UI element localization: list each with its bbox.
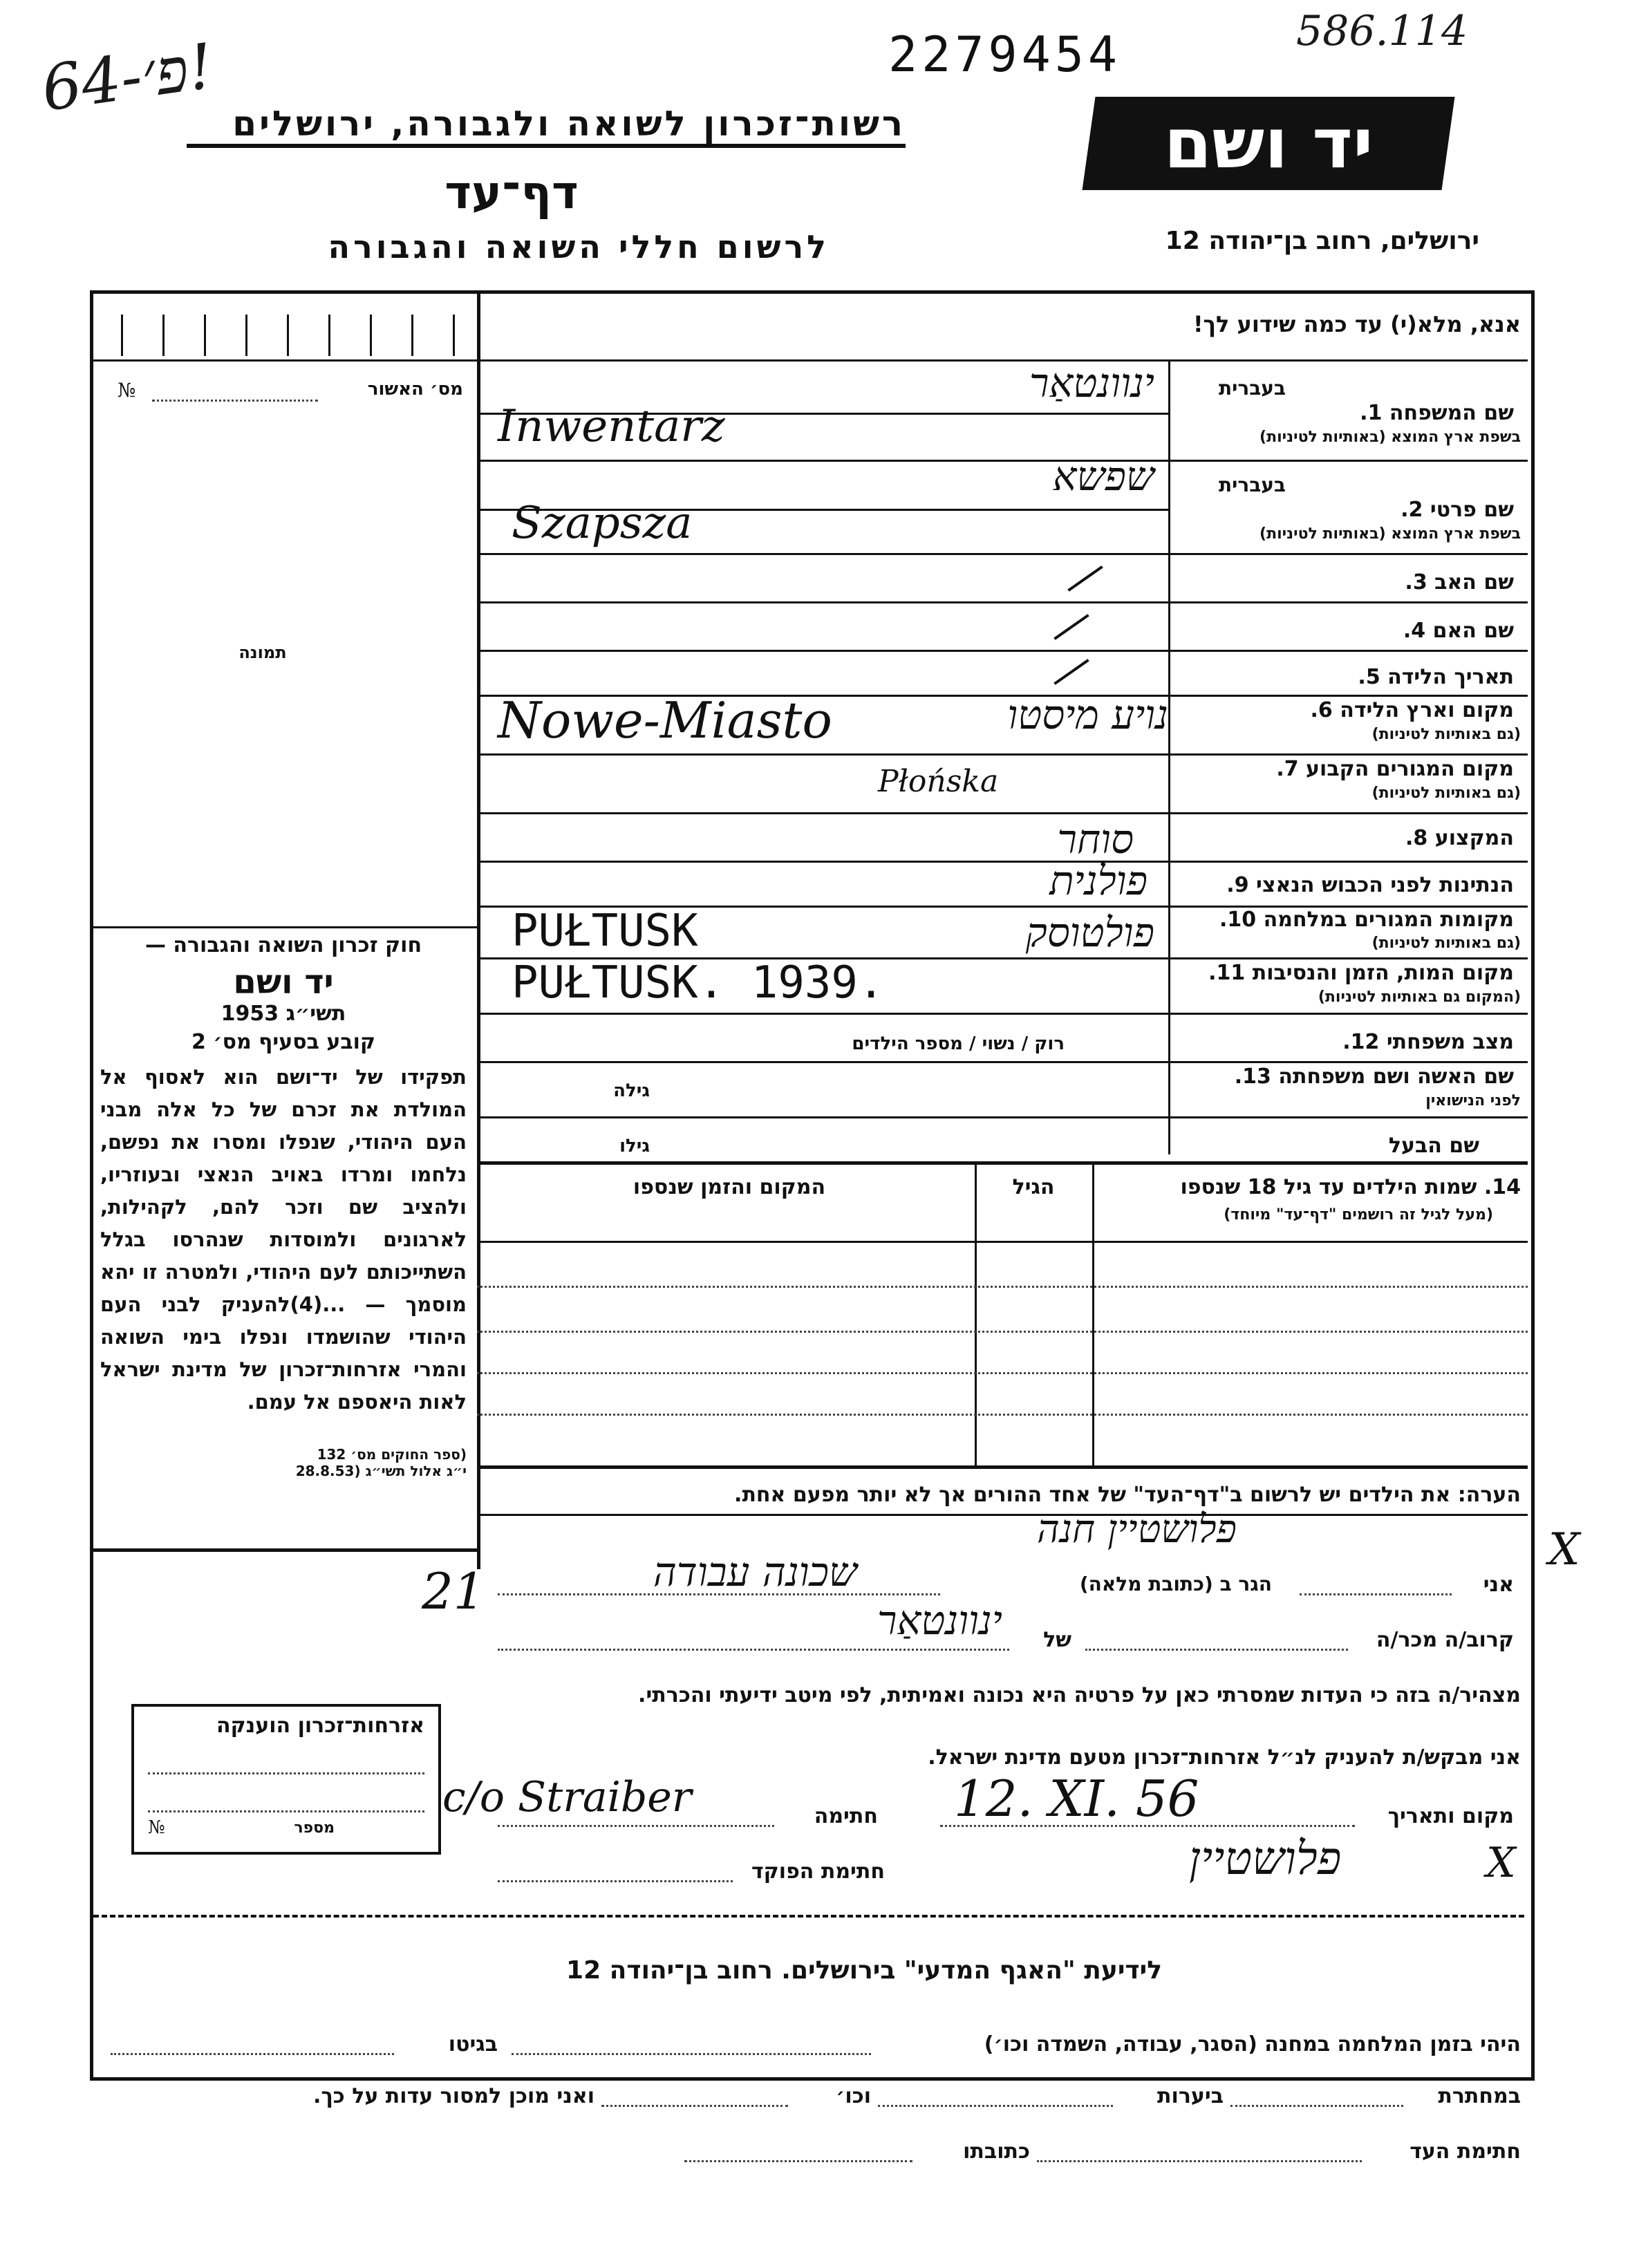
- footer-title: לידיעת "האגף המדעי" בירושלים. רחוב בן־יהודה 12: [566, 1956, 1162, 1985]
- certificate-box: [131, 1704, 441, 1855]
- permit-label: מס׳ האשור: [367, 379, 463, 400]
- certificate-no-label: מספר: [294, 1819, 335, 1837]
- i-label: אני: [1483, 1573, 1514, 1597]
- field-1-label: שם המשפחה 1.: [1360, 401, 1514, 425]
- signature-x-mark: X: [1486, 1839, 1516, 1887]
- field-4-label: שם האם 4.: [1403, 619, 1514, 643]
- corner-mark-right: 586.114: [1296, 7, 1468, 55]
- law-text: תפקידו של יד־ושם הוא לאסוף אל המולדת את זכרם של כל אלה מבני העם היהודי, שנפלו ומסרו את נפשם, נלחמו ומרדו באויב הנאצי ובעוזריו, ולהציב שם וזכר להם, לקהילות, לארגונים ולמוסדות שנהרסו בגלל השתייכותם לעם היהודי, ולמטרה זו יהא מוסמך — ...(4)להעניק לבני העם היהודי שהושמדו ונפלו בימי השואה והמרי אזרחות־זכרון של מדינת ישראל לאות היאספם אל עמם.: [100, 1065, 467, 1414]
- footer-line1-b: בגיטו: [448, 2032, 498, 2056]
- law-clause: קובע בסעיף מס׳ 2: [191, 1030, 376, 1054]
- profession-value: סוחר: [1057, 816, 1134, 863]
- date-value: 12. XI. 56: [954, 1770, 1199, 1828]
- field-11-label: מקום המות, הזמן והנסיבות 11.: [1208, 961, 1514, 985]
- residing-label: הגר ב (כתובת מלאה): [1079, 1573, 1272, 1595]
- field-5-label: תאריך הלידה 5.: [1358, 665, 1514, 689]
- authority-line: רשות־זכרון לשואה ולגבורה, ירושלים: [187, 104, 906, 148]
- photo-label: תמונה: [238, 643, 287, 662]
- address: ירושלים, רחוב בן־יהודה 12: [1165, 227, 1479, 255]
- declaration: מצהיר/ה בזה כי העדות שמסרתי כאן על פרטיה היא נכונה ואמיתית, לפי מיטב ידיעתי והכרתי.: [638, 1683, 1521, 1707]
- field-6-label: מקום וארץ הלידה 6.: [1310, 698, 1514, 722]
- field-9-label: הנתינות לפני הכבוש הנאצי 9.: [1226, 873, 1514, 897]
- certificate-no-symbol: №: [148, 1817, 165, 1838]
- law-footnote-2: י״ג אלול תשי״ג (28.8.53: [295, 1463, 467, 1479]
- footer-line1-a: היהי בזמן המלחמה במחנה (הסגר, עבודה, השמדה וכו׳): [984, 2032, 1521, 2056]
- permit-no-symbol: №: [118, 379, 136, 402]
- footer-line2-c: וכו׳: [836, 2084, 871, 2108]
- death-place-value: PUŁTUSK. 1939.: [512, 957, 885, 1009]
- children-sub: (מעל לגיל זה רושמים "דף־עד" מיוחד): [1224, 1206, 1493, 1224]
- age-label-m: גילו: [619, 1136, 650, 1156]
- field-2-sub: בשפת ארץ המוצא (באותיות לטיניות): [1259, 525, 1521, 543]
- nationality-value: פולנית: [1049, 857, 1148, 904]
- relation-label: קרוב/ה מכר/ה: [1376, 1628, 1514, 1652]
- given-hebrew-value: שפשא: [1052, 453, 1154, 500]
- field-10-label: מקומות המגורים במלחמה 10.: [1219, 908, 1514, 932]
- address-co-value: c/o Straiber: [442, 1773, 692, 1821]
- age-column-header: הגיל: [1012, 1175, 1055, 1199]
- age-label-f: גילה: [613, 1080, 650, 1101]
- field-8-label: המקצוע 8.: [1405, 826, 1514, 850]
- page-number: 2279454: [888, 26, 1122, 83]
- wartime-place-latin-value: PUŁTUSK: [512, 906, 698, 957]
- family-status-options: רוק / נשוי / מספר הילדים: [852, 1033, 1065, 1054]
- husband-label: שם הבעל: [1388, 1134, 1479, 1158]
- law-title: חוק זכרון השואה והגבורה —: [144, 933, 422, 957]
- witness-number-value: 21: [422, 1562, 485, 1620]
- certificate-box-title: אזרחות־זכרון הוענקה: [216, 1714, 424, 1738]
- birthplace-suffix-value: Płońska: [878, 764, 999, 799]
- place-column-header: המקום והזמן שנספו: [633, 1175, 826, 1199]
- surname-latin-value: Inwentarz: [498, 401, 725, 452]
- official-signature-label: חתימת הפוקד: [751, 1859, 885, 1884]
- field-12-label: מצב משפחתי 12.: [1342, 1030, 1514, 1054]
- surname-hebrew-value: ינוונטאַר: [1029, 359, 1154, 406]
- witness-name-value: פלושטיין חנה: [1037, 1507, 1237, 1552]
- margin-x-mark: X: [1548, 1524, 1580, 1575]
- note: הערה: את הילדים יש לרשום ב"דף־העד" של אחד ההורים אך לא יותר מפעם אחת.: [734, 1483, 1521, 1507]
- field-6-sub: (גם באותיות לטיניות): [1371, 726, 1521, 743]
- field-11-sub: (המקום גם באותיות לטיניות): [1318, 988, 1521, 1006]
- in-hebrew-label-1: בעברית: [1218, 377, 1286, 400]
- field-7-sub: (גם באותיות לטיניות): [1371, 785, 1521, 802]
- witness-address-value: שכונה עבודה: [653, 1548, 857, 1595]
- footer-line2-b: ביערות: [1157, 2084, 1224, 2108]
- field-2-label: שם פרטי 2.: [1401, 498, 1514, 522]
- footer-line3-b: כתובתו: [963, 2139, 1030, 2164]
- wartime-place-hebrew-value: פולטוסק: [1025, 909, 1154, 956]
- form-title: דף־עד: [444, 166, 579, 219]
- field-1-sub: בשפת ארץ המוצא (באותיות לטיניות): [1259, 429, 1521, 446]
- law-name: יד ושם: [233, 963, 334, 1002]
- footer-line3-a: חתימת העד: [1409, 2139, 1521, 2164]
- instruction: אנא, מלא(י) עד כמה שידוע לך!: [1192, 311, 1521, 337]
- form-subtitle: לרשום חללי השואה והגבורה: [328, 228, 830, 265]
- signature-label: חתימה: [814, 1804, 878, 1828]
- request: אני מבקש/ת להעניק לנ״ל אזרחות־זכרון מטעם מדינת ישראל.: [928, 1745, 1521, 1770]
- number-boxes: [121, 315, 467, 356]
- birthplace-latin-value: Nowe-Miasto: [498, 691, 832, 749]
- of-label: של: [1043, 1628, 1071, 1652]
- footer-line2-a: במחתרת: [1438, 2084, 1521, 2108]
- field-13-sub: לפני הנישואין: [1425, 1092, 1521, 1109]
- yad-vashem-logo: [1083, 97, 1455, 190]
- footer-line2-d: ואני מוכן למסור עדות על כך.: [313, 2084, 594, 2108]
- birthplace-hebrew-value: נויע מיסטו: [1007, 691, 1168, 738]
- corner-mark-left: 64-פ׳!: [37, 30, 218, 126]
- law-year: תשי״ג 1953: [221, 1002, 346, 1026]
- law-box: [100, 933, 467, 1479]
- field-3-label: שם האב 3.: [1405, 570, 1514, 594]
- logo-text: יד ושם: [1163, 103, 1374, 184]
- witness-signature-value: פלושטיין: [1189, 1832, 1342, 1885]
- children-header: 14. שמות הילדים עד גיל 18 שנספו: [1180, 1175, 1521, 1199]
- field-7-label: מקום המגורים הקבוע 7.: [1276, 757, 1514, 781]
- relative-of-value: ינוונטאַר: [877, 1597, 1002, 1644]
- given-latin-value: Szapsza: [512, 498, 693, 549]
- place-date-label: מקום ותאריך: [1387, 1804, 1514, 1828]
- law-footnote-1: (ספר החוקים מס׳ 132: [317, 1446, 467, 1463]
- field-10-sub: (גם באותיות לטיניות): [1371, 935, 1521, 952]
- in-hebrew-label-2: בעברית: [1218, 474, 1286, 496]
- field-13-label: שם האשה ושם משפחתה 13.: [1234, 1065, 1514, 1089]
